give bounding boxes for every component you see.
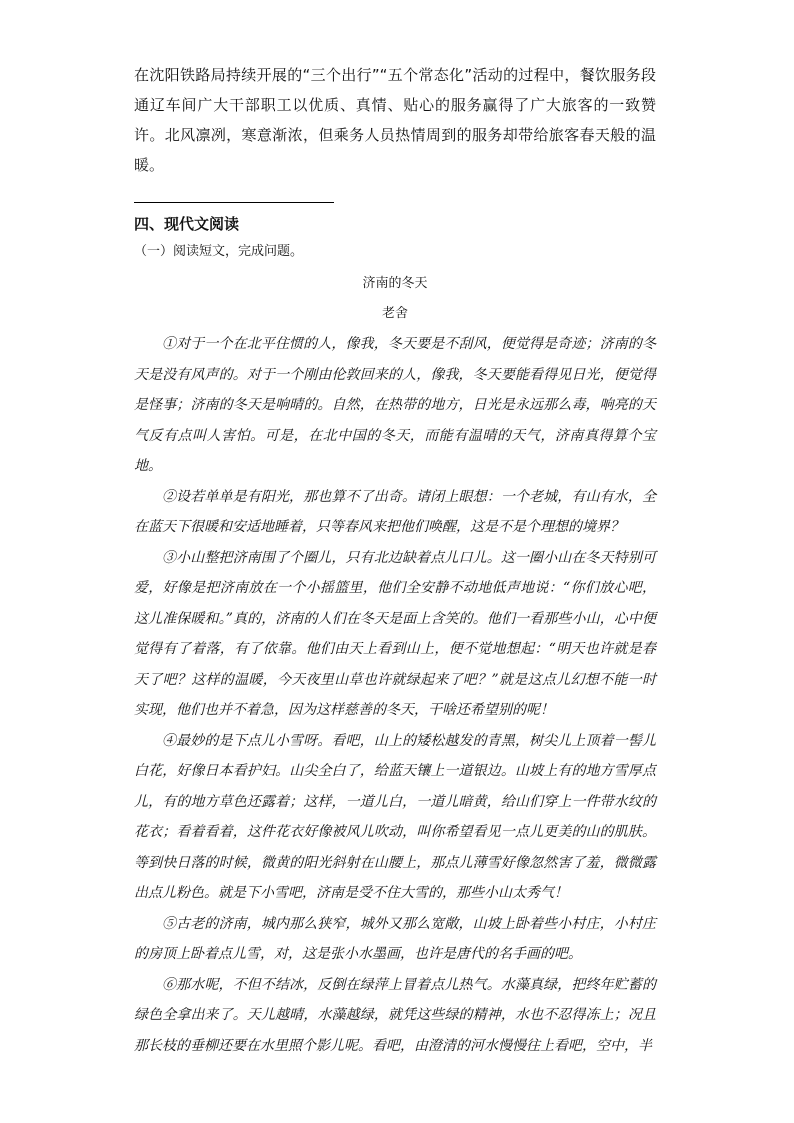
intro-paragraph: 在沈阳铁路局持续开展的“三个出行”“五个常态化”活动的过程中，餐饮服务段通辽车间广大干部职工以优质、真情、贴心的服务赢得了广大旅客的一致赞许。北风凛冽，寒意渐浓，但乘务人员热情周到的服务却带给旅客春天般的温暖。 (134, 66, 656, 174)
essay-paragraph-5: ⑤古老的济南，城内那么狭窄，城外又那么宽敞，山坡上卧着些小村庄，小村庄的房顶上卧着点儿雪，对，这是张小水墨画，也许是唐代的名手画的吧。 (134, 915, 656, 962)
essay-paragraph-2: ②设若单单是有阳光，那也算不了出奇。请闭上眼想：一个老城，有山有水，全在蓝天下很暖和安适地睡着，只等春风来把他们唤醒，这是不是个理想的境界？ (134, 488, 656, 535)
essay-paragraph-6: ⑥那水呢，不但不结冰，反倒在绿萍上冒着点儿热气。水藻真绿，把终年贮蓄的绿色全拿出来了。天儿越晴，水藻越绿，就凭这些绿的精神，水也不忍得冻上；况且那长枝的垂柳还要在水里照个影儿呢。看吧，由澄清的河水慢慢往上看吧，空中，半 (134, 976, 656, 1054)
essay-title: 济南的冬天 (362, 276, 428, 291)
essay-paragraph-3: ③小山整把济南围了个圈儿，只有北边缺着点儿口儿。这一圈小山在冬天特别可爱，好像是把济南放在一个小摇篮里，他们全安静不动地低声地说：“你们放心吧，这儿准保暖和。”真的，济南的人们在冬天是面上含笑的。他们一看那些小山，心中便觉得有了着落，有了依靠。他们由天上看到山上，便不觉地想起：“明天也许就是春天了吧？这样的温暖，今天夜里山草也许就绿起来了吧？”就是这点儿幻想不能一时实现，他们也并不着急，因为这样慈善的冬天，干啥还希望别的呢！ (134, 549, 656, 718)
essay-author: 老舍 (381, 306, 408, 321)
document-page (134, 60, 656, 1061)
reading-instruction: （一）阅读短文，完成问题。 (134, 244, 304, 259)
divider-rule (134, 202, 334, 203)
essay-paragraph-1: ①对于一个在北平住惯的人，像我，冬天要是不刮风，便觉得是奇迹；济南的冬天是没有风声的。对于一个刚由伦敦回来的人，像我，冬天要能看得见日光，便觉得是怪事；济南的冬天是响晴的。自然，在热带的地方，日光是永远那么毒，响亮的天气反有点叫人害怕。可是，在北中国的冬天，而能有温晴的天气，济南真得算个宝地。 (134, 336, 656, 474)
essay-paragraph-4: ④最妙的是下点儿小雪呀。看吧，山上的矮松越发的青黑，树尖儿上顶着一髻儿白花，好像日本看护妇。山尖全白了，给蓝天镶上一道银边。山坡上有的地方雪厚点儿，有的地方草色还露着；这样，一道儿白，一道儿暗黄，给山们穿上一件带水纹的花衣；看着看着，这件花衣好像被风儿吹动，叫你希望看见一点儿更美的山的肌肤。等到快日落的时候，微黄的阳光斜射在山腰上，那点儿薄雪好像忽然害了羞，微微露出点儿粉色。就是下小雪吧，济南是受不住大雪的，那些小山太秀气！ (134, 732, 656, 901)
section-title: 四、现代文阅读 (134, 215, 240, 233)
